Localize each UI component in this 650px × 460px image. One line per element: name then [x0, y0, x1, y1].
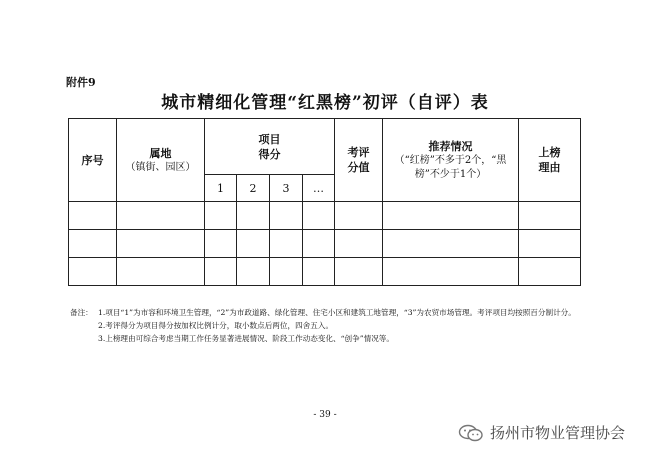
- header-area: [117, 119, 205, 202]
- header-item: [205, 119, 335, 175]
- wechat-icon: [458, 424, 484, 442]
- table-cell: [270, 230, 303, 258]
- table-cell: [303, 258, 335, 286]
- item-number-2: 2: [237, 175, 270, 202]
- attachment-label: 附件9: [66, 76, 96, 89]
- table-cell: [205, 202, 237, 230]
- item-number-3: 3: [270, 175, 303, 202]
- table-cell: [237, 202, 270, 230]
- table-cell: [335, 230, 383, 258]
- page-title: 城市精细化管理“红黑榜”初评（自评）表: [161, 93, 489, 113]
- note-item-2: 2.考评得分为项目得分按加权比例计分，取小数点后两位，四舍五入。: [98, 321, 334, 330]
- table-cell: [519, 202, 581, 230]
- header-reason-label-2: 理由: [538, 161, 561, 174]
- table-cell: [117, 258, 205, 286]
- header-eval-label: 考评: [347, 146, 370, 159]
- table-cell: [383, 202, 519, 230]
- table-cell: [205, 258, 237, 286]
- item-number-more: …: [303, 175, 335, 202]
- table-cell: [237, 258, 270, 286]
- header-area-label: 属地: [149, 146, 172, 160]
- table-row: [69, 202, 581, 230]
- header-item-score: 得分: [258, 147, 281, 161]
- table-cell: [383, 258, 519, 286]
- table-row: [69, 230, 581, 258]
- watermark: [458, 422, 625, 443]
- notes-section: [70, 306, 590, 345]
- table-cell: [205, 230, 237, 258]
- table-cell: [117, 202, 205, 230]
- table-cell: [335, 202, 383, 230]
- header-reason: [519, 119, 581, 202]
- table-cell: [303, 230, 335, 258]
- header-eval: [335, 119, 383, 202]
- table-cell: [69, 258, 117, 286]
- table-cell: [117, 230, 205, 258]
- header-recommend: [383, 119, 519, 202]
- watermark-text: 扬州市物业管理协会: [490, 424, 626, 442]
- header-reason-label: 上榜: [538, 146, 561, 159]
- table-row: [69, 258, 581, 286]
- header-area-sub: （镇街、园区）: [125, 161, 196, 173]
- header-eval-label-2: 分值: [347, 161, 370, 174]
- table-cell: [303, 202, 335, 230]
- table-cell: [519, 230, 581, 258]
- table-cell: [519, 258, 581, 286]
- table-cell: [237, 230, 270, 258]
- evaluation-table: [68, 118, 581, 286]
- item-number-1: 1: [205, 175, 237, 202]
- table-cell: [69, 202, 117, 230]
- table-cell: [335, 258, 383, 286]
- header-item-label: 项目: [258, 132, 281, 146]
- page-number: - 39 -: [313, 410, 337, 420]
- header-recommend-sub: （“红榜”不多于2个，“黑榜”不少于1个）: [394, 154, 507, 180]
- table-cell: [69, 230, 117, 258]
- table-cell: [383, 230, 519, 258]
- header-recommend-label: 推荐情况: [428, 139, 473, 153]
- header-seq: 序号: [69, 119, 117, 202]
- note-item-1: 1.项目“1”为市容和环境卫生管理，“2”为市政道路、绿化管理、住宅小区和建筑工地管理，“3”为农贸市场管理。考评项目均按照百分制计分。: [98, 308, 576, 317]
- notes-label: 备注：: [70, 308, 93, 317]
- table-cell: [270, 258, 303, 286]
- note-item-3: 3.上榜理由可综合考虑当期工作任务显著进展情况、阶段工作动态变化、“创争”情况等。: [98, 334, 394, 343]
- table-cell: [270, 202, 303, 230]
